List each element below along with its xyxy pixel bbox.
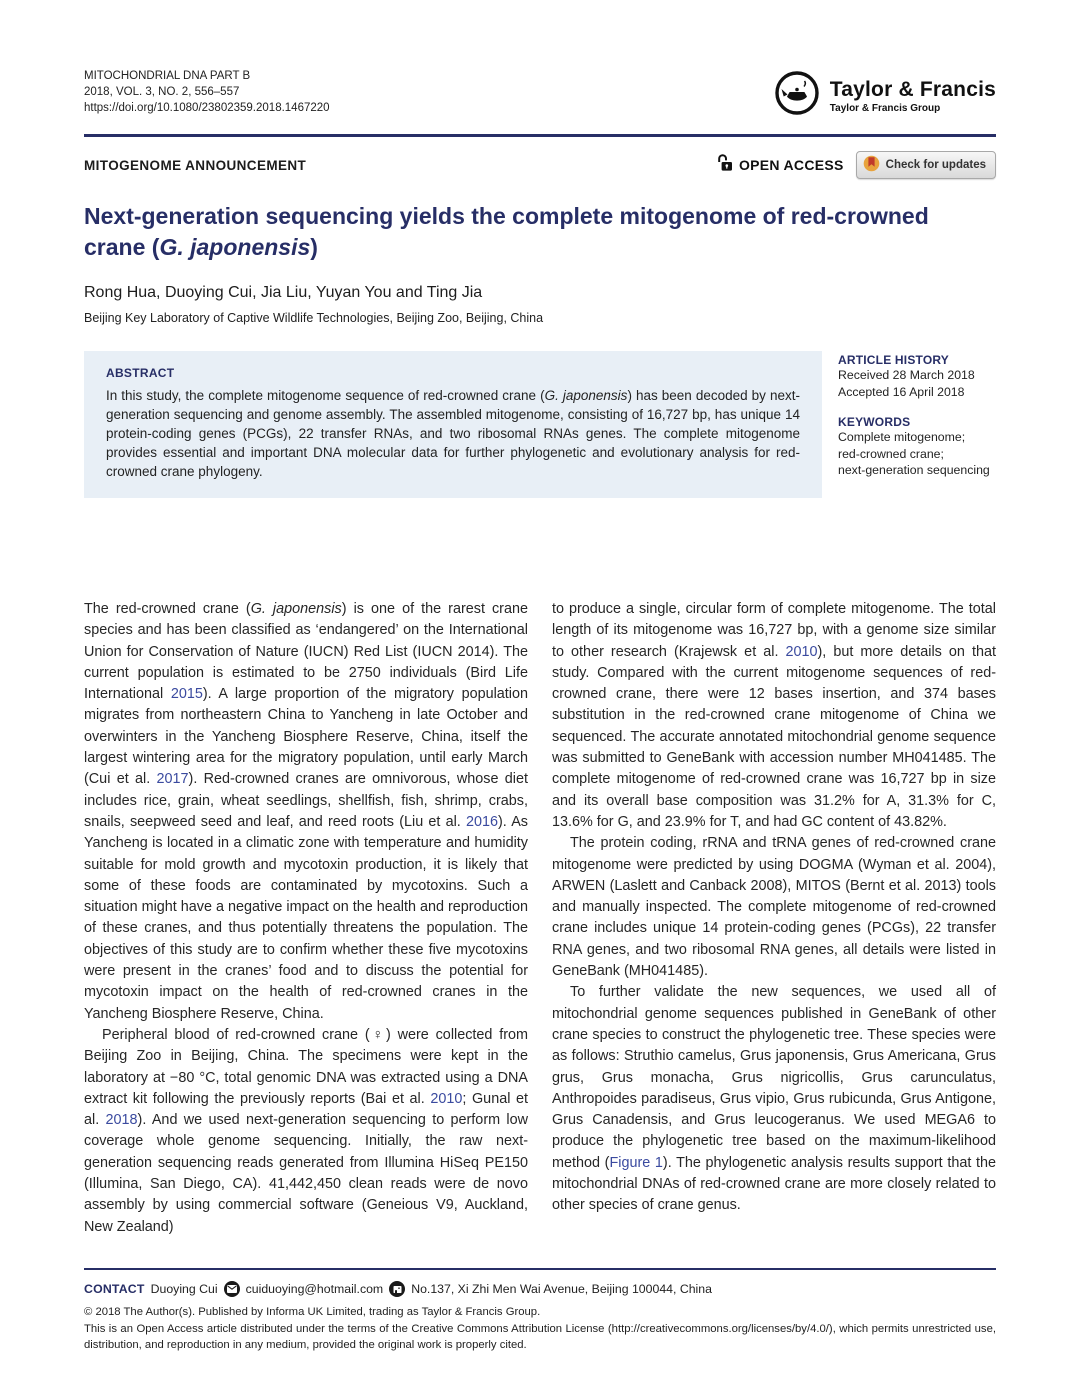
crossmark-icon (863, 155, 880, 175)
journal-info (84, 68, 330, 116)
right-column (552, 599, 996, 1238)
taylor-francis-lamp-icon (774, 70, 820, 121)
journal-name: MITOCHONDRIAL DNA PART B (84, 70, 251, 82)
journal-doi-link[interactable]: https://doi.org/10.1080/23802359.2018.1467220 (84, 102, 330, 114)
journal-volume-line: 2018, VOL. 3, NO. 2, 556–557 (84, 86, 240, 98)
abstract-text: In this study, the complete mitogenome sequence of red-crowned crane (G. japonensis) has been decoded by next-generation sequencing and genome assembly. The assembled mitogenome, consisting of 16,727 bp, has unique 14 protein-coding genes (PCGs), 22 transfer RNAs, and two ribosomal RNAs genes. The complete mitogenome provides essential and important DNA molecular data for further phylogenetic and evolutionary analysis for red-crowned crane phylogeny. (106, 388, 800, 479)
contact-email[interactable]: cuiduoying@hotmail.com (245, 1282, 384, 1296)
keyword-line: next-generation sequencing (838, 463, 990, 477)
check-for-updates-label: Check for updates (885, 159, 986, 171)
contact-address: No.137, Xi Zhi Men Wai Avenue, Beijing 100044, China (411, 1282, 712, 1296)
article-history-heading: ARTICLE HISTORY (838, 353, 950, 367)
citation-link[interactable]: 2018 (105, 1112, 138, 1129)
address-icon (389, 1281, 405, 1297)
left-column (84, 599, 528, 1238)
open-access-badge (717, 153, 844, 177)
contact-line (84, 1281, 996, 1297)
article-title: Next-generation sequencing yields the complete mitogenome of red-crowned crane (G. japonensis) (84, 203, 929, 260)
citation-link[interactable]: 2010 (785, 643, 818, 660)
publisher-logo (774, 70, 996, 121)
keywords-heading: KEYWORDS (838, 415, 911, 429)
section-row (84, 151, 996, 179)
email-icon[interactable] (224, 1281, 240, 1297)
keyword-line: red-crowned crane; (838, 446, 944, 461)
check-for-updates-button[interactable] (856, 151, 996, 179)
citation-link[interactable]: 2010 (430, 1090, 463, 1107)
authors-line: Rong Hua, Duoying Cui, Jia Liu, Yuyan You and Ting Jia (84, 284, 483, 301)
header-divider (84, 134, 996, 137)
body-paragraph: The protein coding, rRNA and tRNA genes of red-crowned crane mitogenome were predicted by using DOGMA (Wyman et al. 2004), ARWEN (Laslett and Canback 2008), MITOS (Bernt et al. 2013) tools and manually inspected. The complete mitogenome of red-crowned crane includes unique 14 protein-coding genes (PCGs), 22 transfer RNA genes, and two ribosomal RNA genes, all details were listed in GeneBank (MH041485). (552, 835, 996, 980)
copyright-line: © 2018 The Author(s). Published by Informa UK Limited, trading as Taylor & Francis Group. (84, 1306, 541, 1318)
section-label: MITOGENOME ANNOUNCEMENT (84, 157, 307, 173)
citation-link[interactable]: 2017 (156, 771, 189, 788)
body-paragraph: The red-crowned crane (G. japonensis) is one of the rarest crane species and has been classified as ‘endangered’ on the International Union for Conservation of Nature (IUCN) Red List (IUCN 2014). The current population is estimated to be 2750 individuals (Bird Life International 2015). A large proportion of the migratory population migrates from northeastern China to Yancheng in late October and overwinters in the Yancheng Biosphere Reserve, China, itself the largest wintering area for the migratory population, until early March (Cui et al. 2017). Red-crowned cranes are omnivorous, whose diet includes rice, grain, wheat seedlings, shellfish, fish, shrimp, crabs, snails, seepweed seed and leaf, and reed roots (Liu et al. 2016). As Yancheng is located in a climatic zone with temperature and humidity suitable for mold growth and mycotoxin production, it is likely that some of these foods are contaminated by mycotoxins. Such a situation might have a negative impact on the health and reproduction of these cranes, and thus potentially threatens the population. The objectives of this study are to confirm whether these five mycotoxins were present in the cranes’ food and to discuss the potential for mycotoxin impact on the health of red-crowned cranes in the Yancheng Biosphere Reserve, China. (84, 601, 529, 1022)
affiliation-line: Beijing Key Laboratory of Captive Wildlife Technologies, Beijing Zoo, Beijing, China (84, 311, 544, 325)
page-footer (84, 1268, 996, 1353)
open-access-label: OPEN ACCESS (738, 157, 844, 173)
contact-label: CONTACT (84, 1282, 145, 1296)
citation-link[interactable]: 2016 (466, 813, 499, 830)
abstract-heading: ABSTRACT (106, 366, 175, 380)
footer-divider (84, 1268, 996, 1270)
body-columns (84, 599, 996, 1238)
contact-name: Duoying Cui (150, 1282, 218, 1296)
license-text: This is an Open Access article distributed under the terms of the Creative Commons Attribution License (http://creativecommons.org/licenses/by/4.0/), which permits unrestricted use, distribution, and reproduction in any medium, provided the original work is properly cited. (84, 1323, 996, 1351)
abstract-section (84, 351, 996, 498)
publisher-group: Taylor & Francis Group (829, 102, 941, 114)
keyword-line: Complete mitogenome; (838, 430, 966, 444)
publisher-name: Taylor & Francis (829, 77, 996, 101)
abstract-box (84, 351, 822, 498)
body-paragraph: Peripheral blood of red-crowned crane (♀) were collected from Beijing Zoo in Beijing, China. The specimens were kept in the laboratory at −80 °C, total genomic DNA was extracted using a DNA extract kit following the previously reports (Bai et al. 2010; Gunal et al. 2018). And we used next-generation sequencing to perform low coverage whole genome sequencing. Initially, the raw next-generation sequencing reads generated from Illumina HiSeq PE150 (Illumina, San Diego, CA). 41,442,450 clean reads were de novo assembly by using commercial software (Geneious V9, Auckland, New Zealand) (84, 1026, 528, 1235)
article-meta-sidebar (838, 351, 996, 498)
journal-header (84, 68, 996, 121)
publisher-wordmark (830, 78, 996, 114)
body-paragraph: To further validate the new sequences, we used all of mitochondrial genome sequences published in GeneBank of other crane species to construct the phylogenetic tree. These species were as follows: Struthio camelus, Grus japonensis, Grus Americana, Grus grus, Grus monacha, Grus nigricollis, Grus carunculatus, Anthropoides paradiseus, Grus vipio, Grus rubicunda, Grus Antigone, Grus Canadensis, and Grus leucogeranus. We used MEGA6 to produce the phylogenetic tree based on the maximum-likelihood method (Figure 1). The phylogenetic analysis results support that the mitochondrial DNAs of red-crowned crane are more closely related to other species of crane genus. (552, 984, 996, 1214)
accepted-date: Accepted 16 April 2018 (838, 384, 965, 399)
header-badges (717, 151, 996, 179)
body-paragraph: to produce a single, circular form of complete mitogenome. The total length of its mitogenome was 16,727 bp, with a genome size similar to other research (Krajewsk et al. 2010), but more details on that study. Compared with the current mitogenome sequences of red-crowned crane, there were 12 bases insertion, and 374 bases substitution in the red-crowned crane mitogenome of China we sequenced. The accurate annotated mitochondrial genome sequence was submitted to GeneBank with accession number MH041485. The complete mitogenome of red-crowned crane was 16,727 bp in size and its overall base composition was 31.2% for A, 31.3% for C, 13.6% for G, and 23.9% for T, and had GC content of 43.82%. (552, 601, 996, 830)
citation-link[interactable]: Figure 1 (609, 1154, 663, 1171)
citation-link[interactable]: 2015 (170, 686, 203, 703)
received-date: Received 28 March 2018 (838, 368, 975, 382)
open-padlock-icon (717, 153, 733, 177)
